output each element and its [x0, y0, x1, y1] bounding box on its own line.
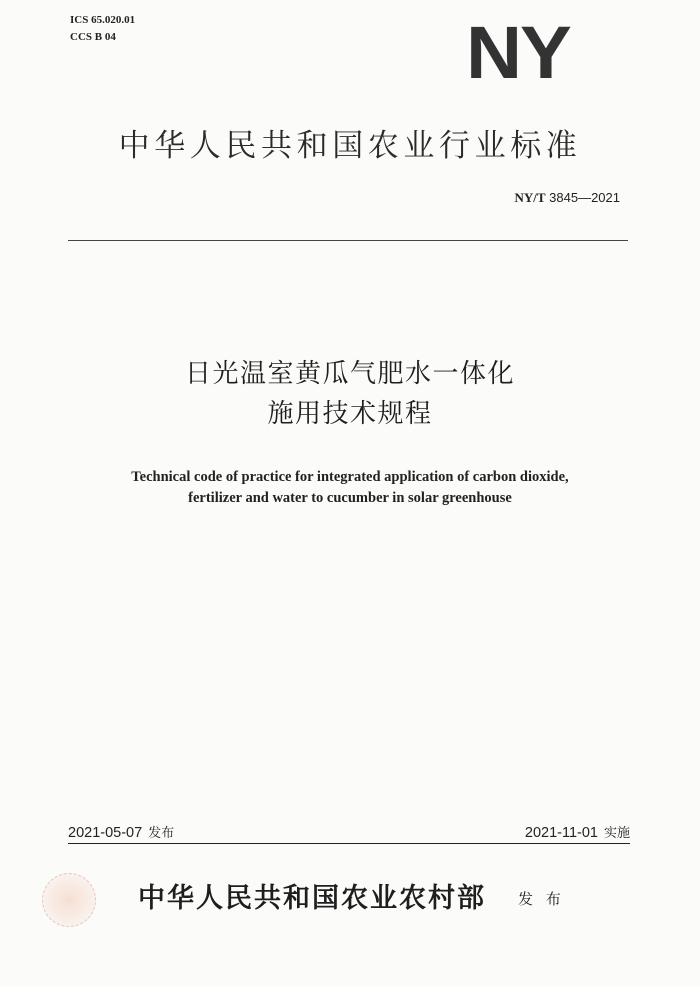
standard-category-title: 中华人民共和国农业行业标准	[118, 128, 582, 164]
issue-label: 发布	[148, 826, 175, 841]
implementation-date: 2021-11-01	[524, 825, 598, 841]
document-title-en-line1: Technical code of practice for integrated application of carbon dioxide,	[131, 469, 569, 485]
standard-number	[430, 190, 620, 206]
document-title-cn-line1: 日光温室黄瓜气肥水一体化	[184, 359, 515, 389]
implementation-date-block	[525, 822, 630, 841]
standard-number-value: 3845—2021	[549, 190, 620, 205]
issue-date-block	[68, 822, 174, 841]
document-title-cn-line2: 施用技术规程	[267, 399, 433, 429]
issuing-authority: 中华人民共和国农业农村部	[138, 883, 486, 914]
publish-label: 发 布	[518, 890, 565, 908]
issue-date: 2021-05-07	[68, 825, 143, 841]
implementation-label: 实施	[603, 826, 630, 841]
bottom-divider	[68, 843, 630, 844]
top-divider	[68, 240, 628, 241]
document-title-en-line2: fertilizer and water to cucumber in solar greenhouse	[188, 490, 512, 506]
ccs-code: CCS B 04	[70, 31, 116, 43]
official-seal-icon	[42, 873, 96, 927]
ny-logo: NY	[466, 11, 570, 94]
ics-code: ICS 65.020.01	[70, 14, 136, 26]
standard-number-prefix: NY/T	[514, 190, 546, 205]
